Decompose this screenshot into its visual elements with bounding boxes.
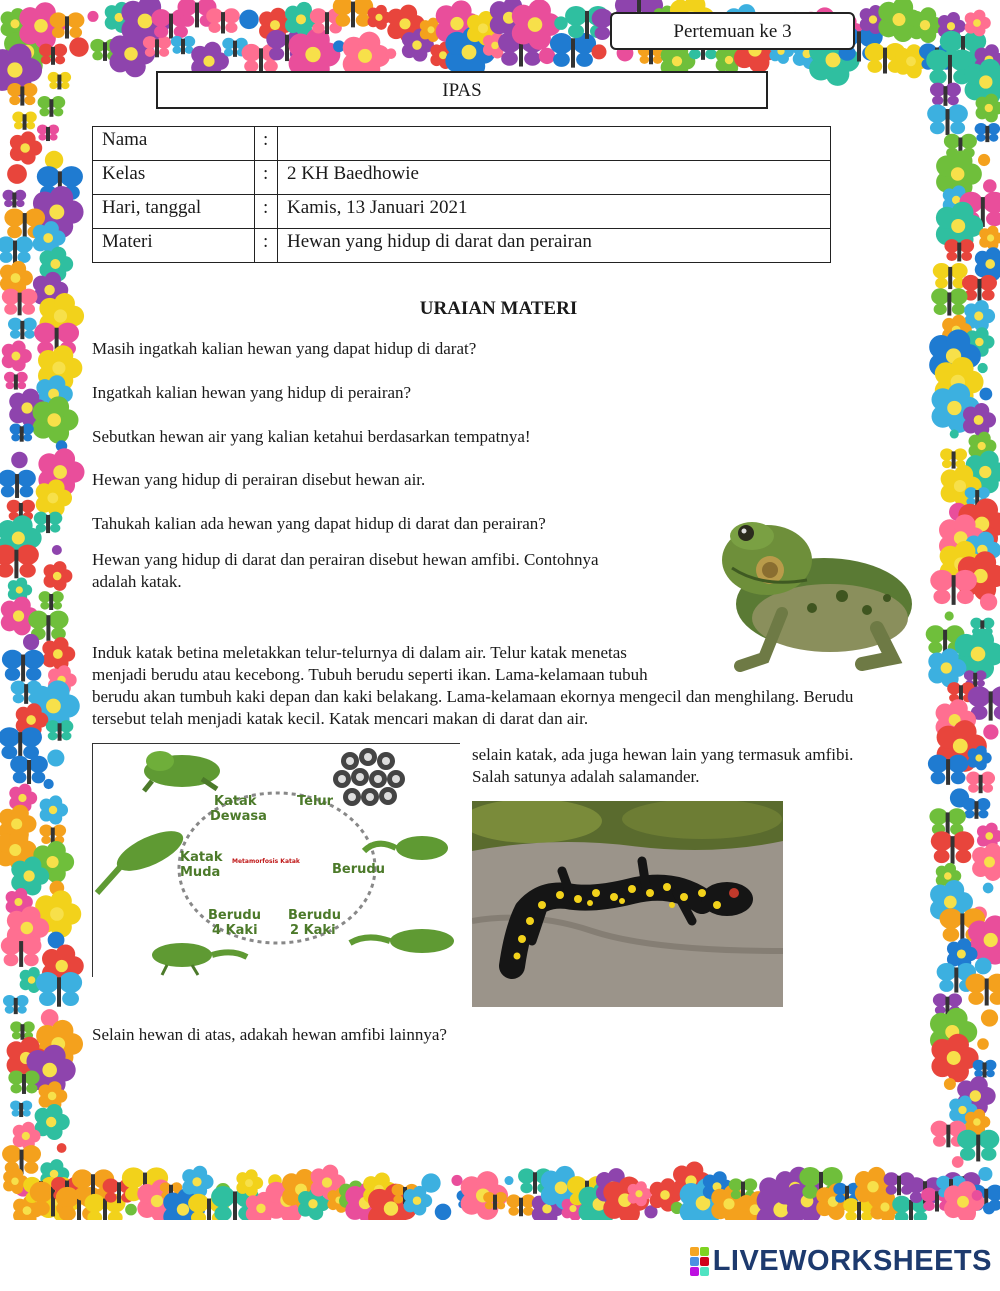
- label-tadpole: Berudu: [332, 862, 385, 877]
- body-text: menjadi berudu atau kecebong. Tubuh berudu seperti ikan. Lama-kelamaan tubuh: [92, 665, 648, 684]
- info-value: 2 KH Baedhowie: [278, 161, 831, 195]
- label-adult: Katak Dewasa: [210, 794, 267, 824]
- body-text: tersebut telah menjadi katak kecil. Katak mencari makan di darat dan air.: [92, 709, 589, 728]
- info-separator: :: [255, 127, 278, 161]
- info-separator: :: [255, 195, 278, 229]
- info-label: Kelas: [93, 161, 255, 195]
- meeting-number-box: Pertemuan ke 3: [610, 12, 855, 50]
- student-info-table: [92, 126, 831, 263]
- table-row: [93, 161, 831, 195]
- label-tadpole-2: Berudu 2 Kaki: [288, 908, 341, 938]
- info-label: Nama: [93, 127, 255, 161]
- body-text: adalah katak.: [92, 572, 182, 591]
- body-text: Induk katak betina meletakkan telur-telurnya di dalam air. Telur katak menetas: [92, 643, 627, 662]
- question-text: Selain hewan di atas, adakah hewan amfibi lainnya?: [92, 1025, 447, 1044]
- info-value: Kamis, 13 Januari 2021: [278, 195, 831, 229]
- body-text: Hewan yang hidup di darat dan perairan disebut hewan amfibi. Contohnya: [92, 550, 599, 569]
- table-row: [93, 195, 831, 229]
- info-value: Hewan yang hidup di darat dan perairan: [278, 229, 831, 263]
- info-separator: :: [255, 229, 278, 263]
- body-text: selain katak, ada juga hewan lain yang termasuk amfibi.: [472, 745, 854, 764]
- instruction-text: Sebutkan hewan air yang kalian ketahui berdasarkan tempatnya!: [92, 427, 531, 446]
- question-text: Ingatkah kalian hewan yang hidup di perairan?: [92, 383, 412, 402]
- label-egg: Telur: [297, 794, 334, 809]
- body-text: Salah satunya adalah salamander.: [472, 767, 700, 786]
- salamander-image: [472, 801, 783, 1007]
- brand-text: LIVEWORKSHEETS: [712, 1244, 992, 1277]
- table-row: [93, 127, 831, 161]
- frog-image: [712, 508, 917, 673]
- section-title: URAIAN MATERI: [419, 298, 578, 319]
- label-young: Katak Muda: [180, 850, 223, 880]
- table-row: [93, 229, 831, 263]
- liveworksheets-logo: [690, 1245, 992, 1277]
- question-text: Tahukah kalian ada hewan yang dapat hidup di darat dan perairan?: [92, 514, 546, 533]
- label-center: Metamorfosis Katak: [232, 858, 300, 865]
- body-text: Hewan yang hidup di perairan disebut hewan air.: [92, 470, 426, 489]
- label-tadpole-4: Berudu 4 Kaki: [208, 908, 261, 938]
- body-text: berudu akan tumbuh kaki depan dan kaki belakang. Lama-kelamaan ekornya mengecil dan menghilang. Berudu: [92, 687, 854, 706]
- info-label: Materi: [93, 229, 255, 263]
- name-field[interactable]: [278, 127, 831, 161]
- subject-title-box: IPAS: [156, 71, 768, 109]
- question-text: Masih ingatkah kalian hewan yang dapat hidup di darat?: [92, 339, 477, 358]
- info-separator: :: [255, 161, 278, 195]
- info-label: Hari, tanggal: [93, 195, 255, 229]
- logo-icon: [690, 1247, 709, 1276]
- frog-lifecycle-diagram: [92, 743, 460, 977]
